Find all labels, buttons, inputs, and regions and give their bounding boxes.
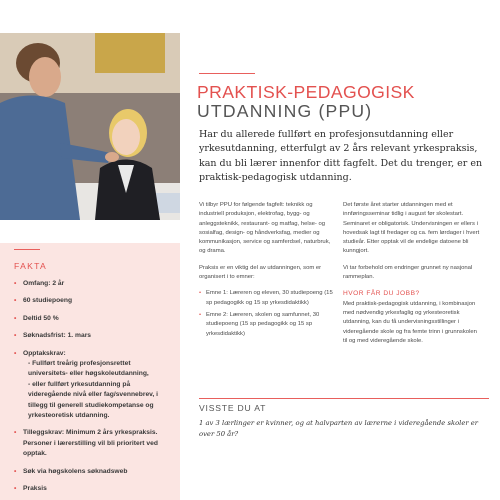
fakta-item [14, 331, 172, 341]
bullet-icon: • [14, 297, 17, 305]
bullet-icon: • [14, 314, 17, 322]
bullet-icon: • [14, 280, 17, 287]
fakta-subitem: - eller fullført yrkesutdanning på videregående nivå eller fag/svennebrev, i tillegg til generell studiekompetanse og yrkesteoretisk utdanning. [28, 380, 158, 420]
fakta-item [14, 349, 172, 422]
fakta-item [14, 428, 172, 459]
fakta-item [14, 279, 172, 289]
emne-list [199, 289, 336, 338]
visste-divider [199, 398, 489, 399]
bullet-icon: • [199, 290, 202, 297]
body-column-1 [199, 201, 336, 346]
fakta-item-text: Søknadsfrist: 1. mars [23, 332, 92, 340]
fakta-item [14, 484, 172, 494]
fakta-item [14, 314, 172, 324]
fakta-divider [14, 249, 40, 250]
bullet-icon: • [14, 467, 17, 475]
fakta-item-text: 60 studiepoeng [23, 297, 73, 305]
heading-divider [199, 73, 255, 74]
list-item: • Emne 1: Læreren og eleven, 30 studiepoeng (15 sp pedagogikk og 15 sp yrkesdidaktikk) [199, 290, 333, 306]
bullet-icon: • [14, 349, 17, 357]
bullet-icon: • [14, 332, 17, 340]
fakta-item [14, 296, 172, 306]
fakta-box [0, 243, 180, 500]
fakta-item-text: Søk via høgskolens søknadsweb [23, 467, 128, 475]
paragraph: Det første året starter utdanningen med et innføringsseminar tidlig i august før skolestart. Seminaret er obligatorisk. Undervisningen er ellers i hovedsak lagt til fredager og ca. fem lørdager i hvert studieår. Etter opptak vil de endelige datoene bli kunngjort. [343, 202, 480, 255]
fakta-item-text: Opptakskrav: [23, 349, 66, 357]
classroom-photo [0, 33, 180, 220]
list-item: • Emne 2: Læreren, skolen og samfunnet, 30 studiepoeng (15 sp pedagogikk og 15 sp yrkesdidaktikk) [199, 311, 320, 337]
fakta-item-text: Omfang: 2 år [23, 280, 65, 287]
page-title-line2: UTDANNING (PPU) [197, 101, 373, 121]
fakta-item-text: Tilleggskrav: Minimum 2 års yrkespraksis. Personer i lærerstilling vil bli prioritert ved opptak. [23, 429, 158, 458]
bullet-icon: • [14, 485, 17, 493]
fakta-subitem: - Fullført treårig profesjonsrettet universitets- eller høgskoleutdanning, [28, 360, 149, 378]
fakta-item-text: Deltid 50 % [23, 314, 59, 322]
fakta-title: FAKTA [14, 261, 48, 271]
bullet-icon: • [199, 311, 202, 318]
paragraph: Vi tilbyr PPU for følgende fagfelt: teknikk og industriell produksjon, elektrofag, bygg- og anleggsteknikk, restaurant- og matfag, helse- og sosialfag, design- og håndverksfag, medier og kommunikasjon, service og samferdsel, naturbruk, og drama. [199, 202, 331, 255]
paragraph: Praksis er en viktig del av utdanningen, som er organisert i to emner: [199, 264, 322, 281]
fakta-item-text: Praksis [23, 485, 47, 493]
bullet-icon: • [14, 429, 17, 437]
visste-title: VISSTE DU AT [199, 403, 267, 413]
ingress-text: Har du allerede fullført en profesjonsutdanning eller yrkesutdanning, etterfulgt av 2 års relevant yrkespraksis, kan du bli lærer innenfor ditt fagfelt. Det du trenger, er en praktisk-pedagogisk utdanning. [199, 129, 483, 183]
page-title-line1: PRAKTISK-PEDAGOGISK [197, 82, 415, 102]
section-subheading: HVOR FÅR DU JOBB? [343, 290, 420, 298]
fakta-list [14, 279, 172, 495]
fakta-item [14, 467, 172, 477]
body-column-2 [343, 201, 480, 353]
visste-text: 1 av 3 lærlinger er kvinner, og at halvparten av lærerne i videregående skoler er over 50 år? [199, 419, 479, 439]
paragraph: Vi tar forbehold om endringer grunnet ny nasjonal rammeplan. [343, 264, 473, 281]
paragraph: Med praktisk-pedagogisk utdanning, i kombinasjon med nødvendig yrkesfaglig og yrkesteoretisk utdanning, kan du få undervisningsstillinger i videregående skole og fra femte trinn i grunnskolen til og med videregående skole. [343, 300, 477, 344]
